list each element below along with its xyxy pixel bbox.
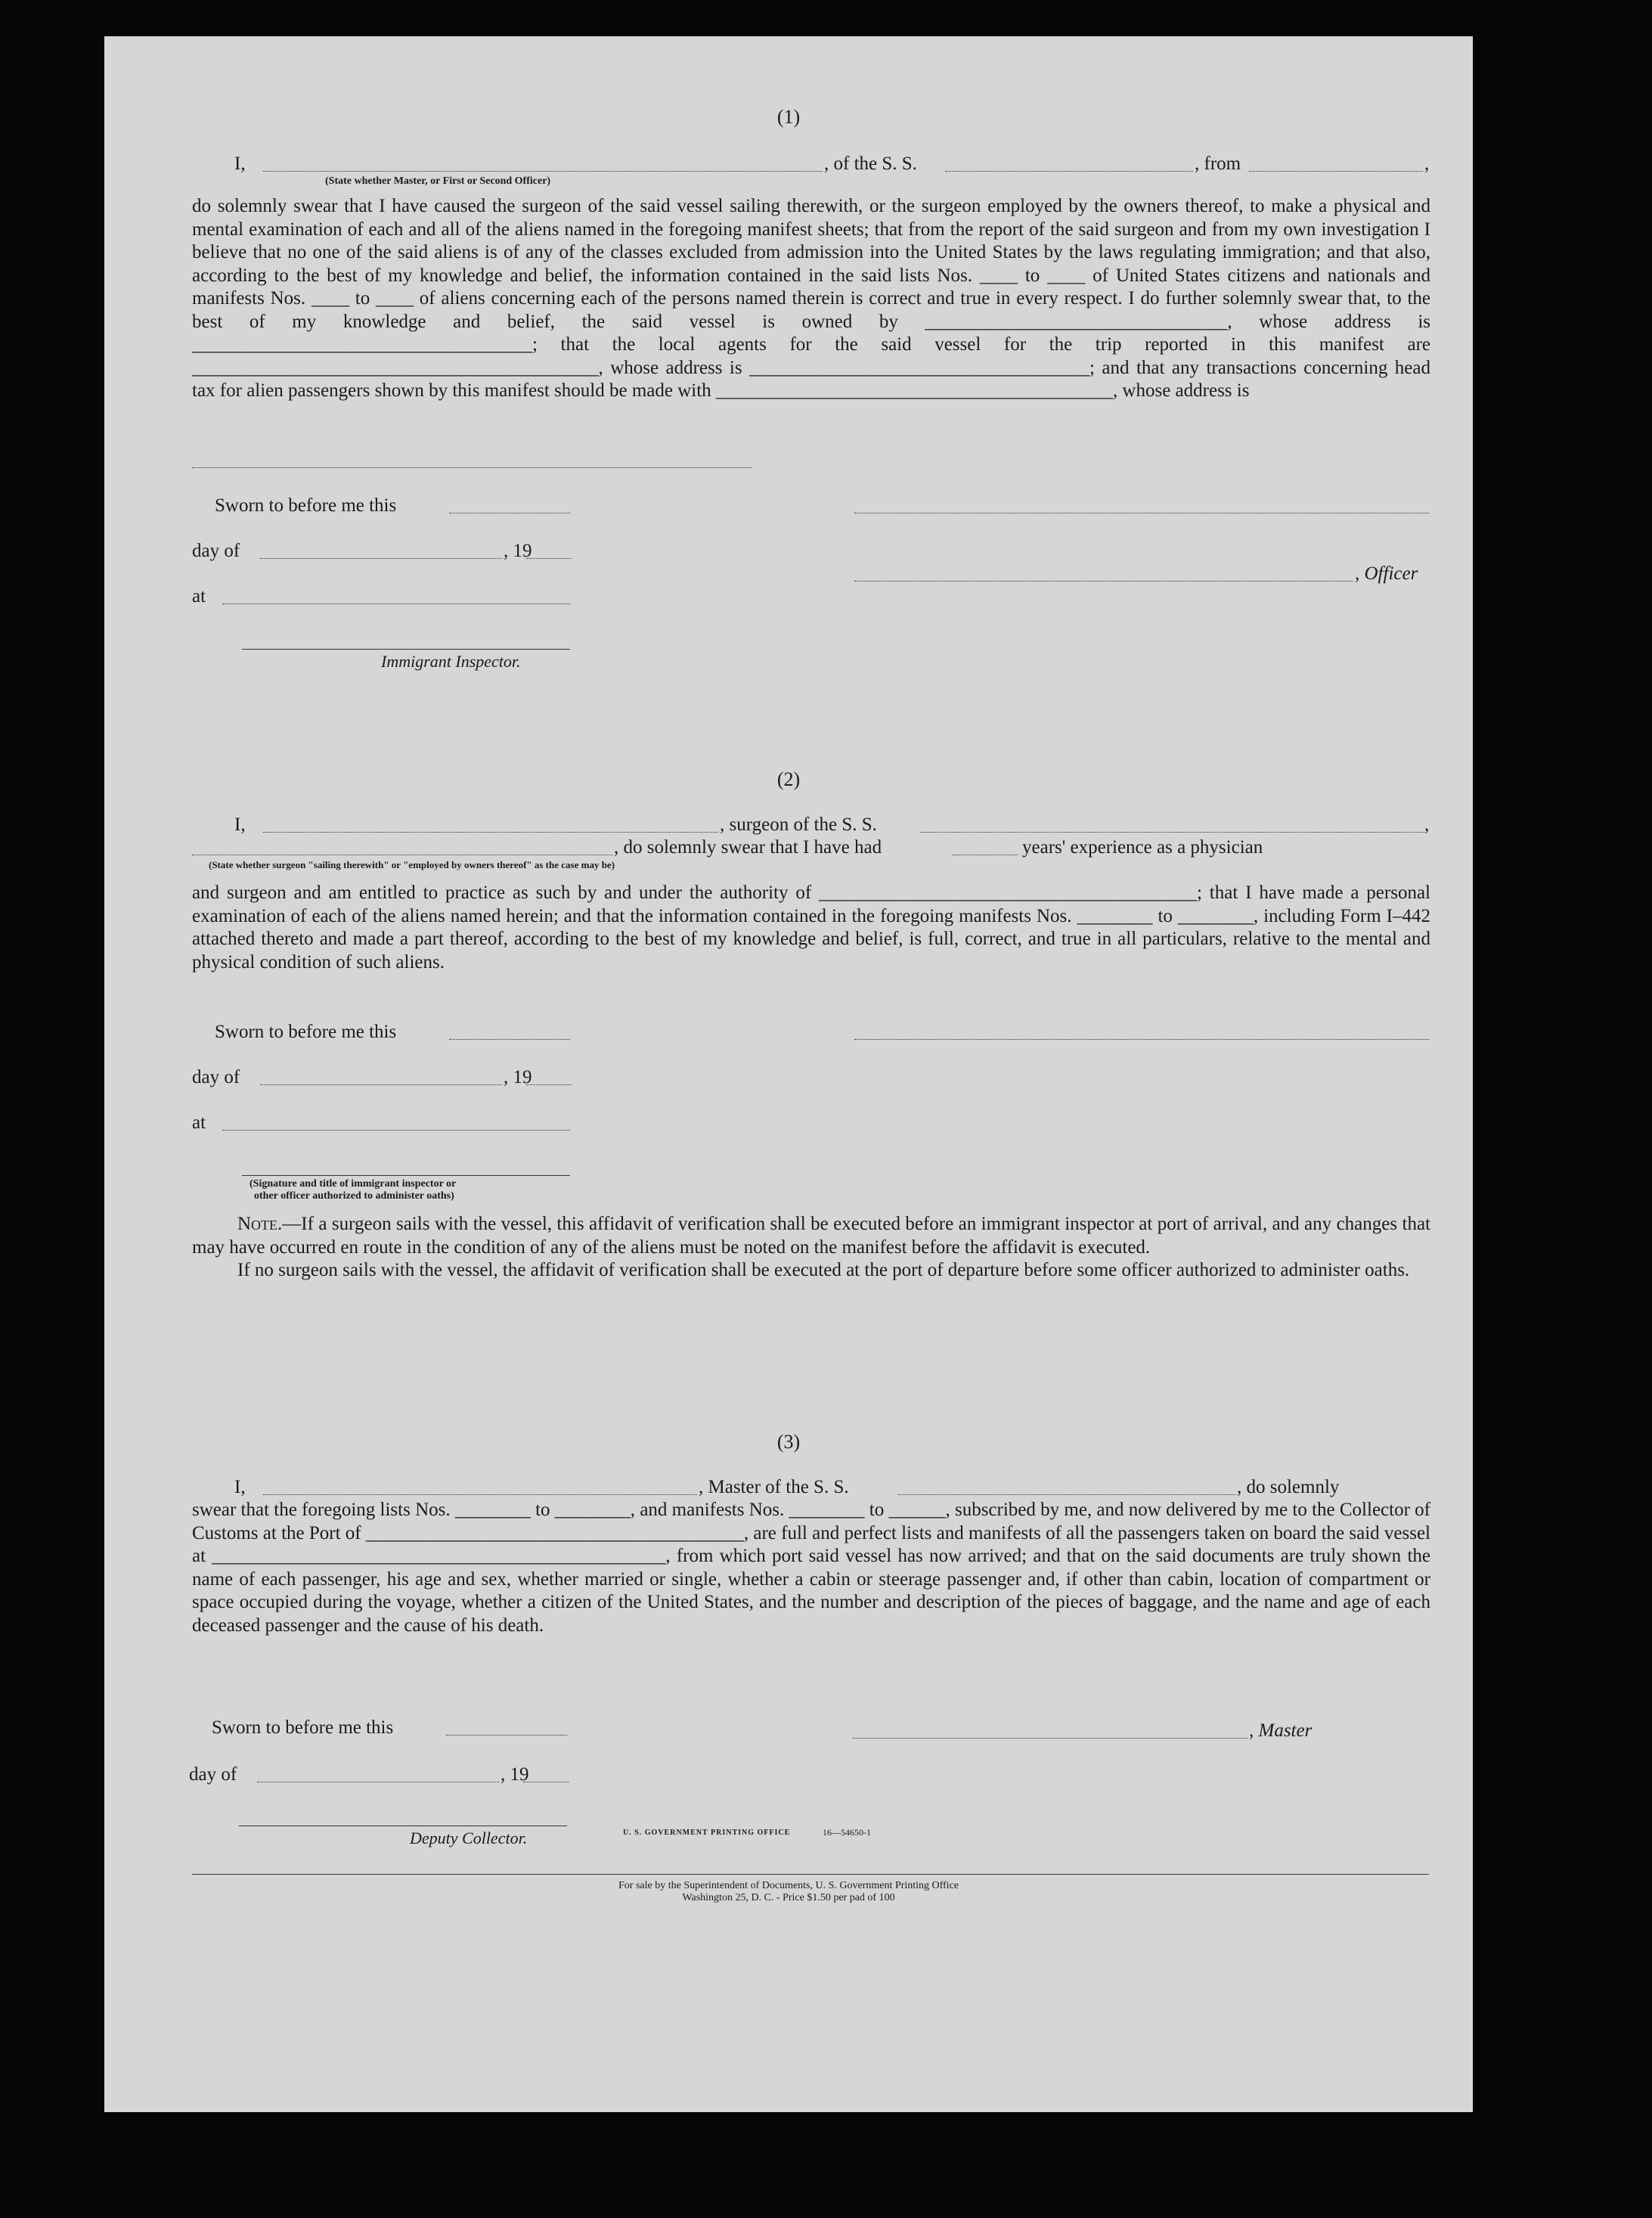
s3-master-ss: , Master of the S. S. — [699, 1477, 849, 1497]
s2-surgeon-note: (State whether surgeon "sailing therewith" or "employed by owners thereof" as the case may be) — [209, 859, 615, 870]
s1-at: at — [192, 586, 206, 606]
s2-name-line[interactable] — [263, 832, 718, 833]
sale-line-2: Washington 25, D. C. - Price $1.50 per pad of 100 — [682, 1892, 895, 1903]
s3-sworn: Sworn to before me this — [212, 1717, 394, 1738]
s1-address-line[interactable] — [192, 467, 752, 468]
s1-officer: , Officer — [1355, 563, 1418, 584]
s1-inspector: Immigrant Inspector. — [381, 652, 521, 671]
s1-inspector-line[interactable] — [242, 649, 570, 650]
s3-name-line[interactable] — [263, 1494, 697, 1495]
sale-line-1: For sale by the Superintendent of Documents, U. S. Government Printing Office — [618, 1880, 959, 1891]
section-1-number: (1) — [776, 106, 801, 128]
s3-master: , Master — [1249, 1720, 1313, 1741]
s2-comma: , — [1424, 814, 1430, 835]
s3-nineteen: , 19 — [501, 1764, 529, 1785]
s1-year-line[interactable] — [526, 558, 572, 559]
s2-note — [192, 1213, 1430, 1283]
s2-vessel-line[interactable] — [921, 832, 1424, 833]
s1-i: I, — [234, 154, 246, 174]
s2-sworn-line[interactable] — [449, 1039, 570, 1040]
document-page — [104, 36, 1473, 2112]
s1-officer-note: (State whether Master, or First or Second Officer) — [325, 175, 551, 187]
s3-master-line[interactable] — [853, 1738, 1248, 1739]
s1-from-line[interactable] — [1249, 171, 1423, 172]
s2-i: I, — [234, 814, 246, 835]
s1-from: , from — [1195, 154, 1241, 174]
s2-note-text: —If a surgeon sails with the vessel, this affidavit of verification shall be executed before an immigrant inspector at port of arrival, and any changes that may have occurred en route in the condition of any of the aliens must be noted on the manifest before the affidavit is executed. — [192, 1214, 1430, 1258]
section-3-number: (3) — [776, 1431, 801, 1453]
s2-years: years' experience as a physician — [1022, 837, 1263, 858]
s2-sig-note-1: (Signature and title of immigrant inspector or — [250, 1178, 457, 1190]
s3-vessel-line[interactable] — [898, 1494, 1235, 1495]
s2-surgeon-ss: , surgeon of the S. S. — [720, 814, 877, 835]
section-2-number: (2) — [776, 768, 801, 790]
s3-day-of: day of — [189, 1764, 237, 1785]
s2-nineteen: , 19 — [504, 1067, 532, 1087]
s1-vessel-line[interactable] — [945, 171, 1193, 172]
s2-sworn: Sworn to before me this — [215, 1022, 397, 1042]
form-code: 16—54650-1 — [823, 1827, 871, 1838]
s2-swear: , do solemnly swear that I have had — [614, 837, 882, 858]
s2-at-line[interactable] — [222, 1130, 570, 1131]
s3-sworn-line[interactable] — [446, 1735, 567, 1736]
s3-swear: , do solemnly — [1237, 1477, 1340, 1497]
s3-i: I, — [234, 1477, 246, 1497]
s1-nineteen: , 19 — [504, 541, 532, 561]
s3-collector: Deputy Collector. — [410, 1829, 528, 1847]
s2-inspector-line[interactable] — [242, 1175, 570, 1176]
s2-day-line[interactable] — [260, 1084, 502, 1085]
s1-name-line[interactable] — [263, 171, 823, 172]
s1-officer-line[interactable] — [854, 581, 1353, 582]
s2-signature-line[interactable] — [854, 1039, 1429, 1040]
s1-body: do solemnly swear that I have caused the surgeon of the said vessel sailing therewith, or the surgeon employed by the owners thereof, to make a physical and mental examination of each and all of the aliens named in the foregoing manifest sheets; that from the report of the said surgeon and from my own investigation I believe that no one of the said aliens is of any of the classes excluded from admission into the United States by the laws regulating immigration; and that also, according to the best of my knowledge and belief, the information contained in the said lists Nos. ____ to ____ of United States citizens and nationals and manifests Nos. ____ to ____ of aliens concerning each of the persons named therein is correct and true in every respect. I do further solemnly swear that, to the best of my knowledge and belief, the said vessel is owned by ________________________________, whose address is ____________________________________; that the local agents for the said vessel for the trip reported in this manifest are ___________________________________________, whose address is ____________________________________; and that any transactions concerning head tax for alien passengers shown by this manifest should be made with __________________________________________, whose address is — [192, 196, 1430, 401]
s2-at: at — [192, 1112, 206, 1133]
s2-note-text2: If no surgeon sails with the vessel, the affidavit of verification shall be executed at the port of departure before some officer authorized to administer oaths. — [237, 1260, 1410, 1280]
s2-note-label: Note. — [237, 1214, 283, 1234]
s1-day-line[interactable] — [260, 558, 502, 559]
s3-body: swear that the foregoing lists Nos. ________ to ________, and manifests Nos. ________ to ______, subscribed by me, and now delivered by me to the Collector of Customs at the Port of ________________________________________, are full and perfect lists and manifests of all the passengers taken on board the said vessel at ________________________________________________, from which port said vessel has now arrived; and that on the said documents are truly shown the name of each passenger, his age and sex, whether married or single, whether a cabin or steerage passenger and, if other than cabin, location of compartment or space occupied during the voyage, whether a citizen of the United States, and the number and description of the pieces of baggage, and the name and age of each deceased passenger and the cause of his death. — [192, 1500, 1430, 1636]
s1-at-line[interactable] — [222, 603, 570, 604]
s2-sig-note-2: other officer authorized to administer oaths) — [254, 1190, 454, 1202]
s2-day-of: day of — [192, 1067, 240, 1087]
s1-comma: , — [1424, 154, 1430, 174]
s1-of-ss: , of the S. S. — [824, 154, 917, 174]
s1-day-of: day of — [192, 541, 240, 561]
footer-rule — [192, 1874, 1429, 1875]
s1-sworn: Sworn to before me this — [215, 495, 397, 516]
s2-body: and surgeon and am entitled to practice as such by and under the authority of ________________________________________; that I have made a personal examination of each of the aliens named herein; and that the information contained in the foregoing manifests Nos. ________ to ________, including Form I–442 attached thereto and made a part thereof, according to the best of my knowledge and belief, is full, correct, and true in all particulars, relative to the mental and physical condition of such aliens. — [192, 883, 1430, 973]
s2-year-line[interactable] — [526, 1084, 572, 1085]
printing-office: U. S. GOVERNMENT PRINTING OFFICE — [623, 1829, 791, 1837]
